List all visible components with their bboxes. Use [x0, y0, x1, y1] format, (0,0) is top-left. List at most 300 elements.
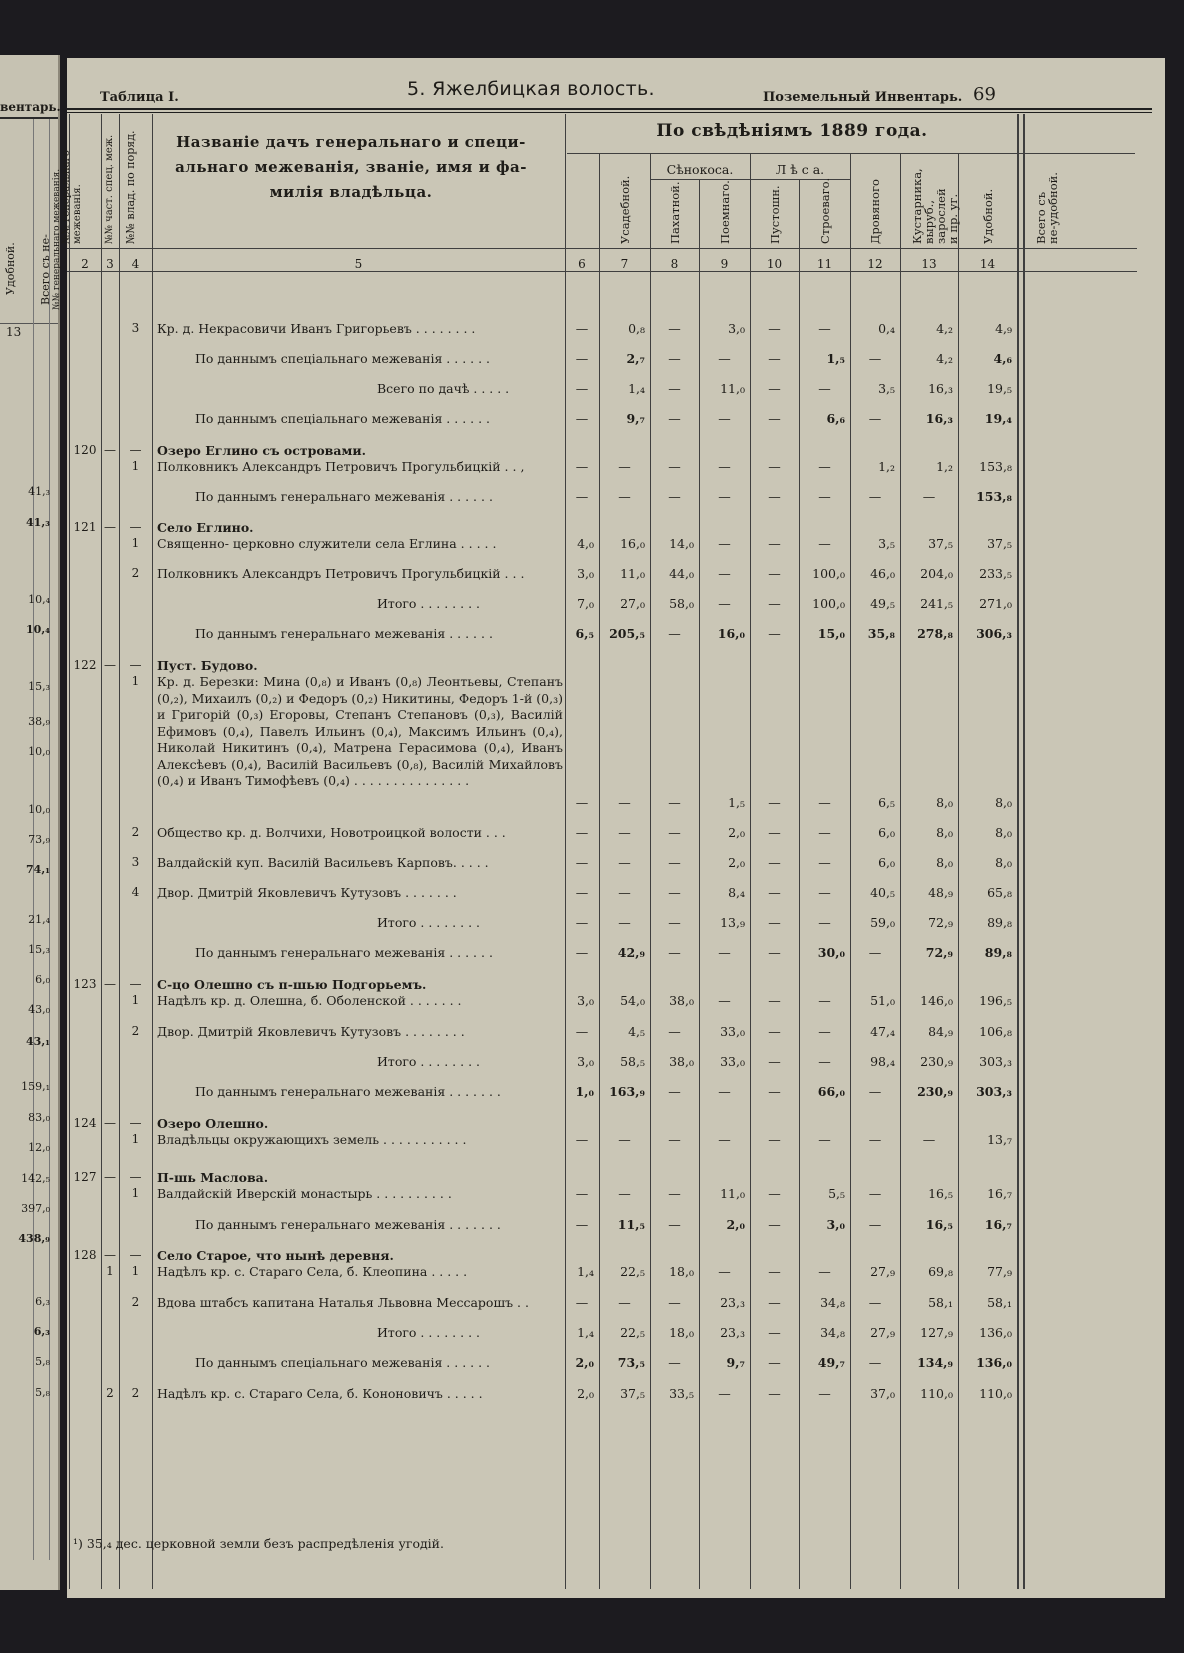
value-cell: 44,₀: [669, 566, 694, 581]
value-cell: —: [575, 321, 589, 336]
value-cell: —: [922, 1132, 936, 1147]
table-label: Таблица I.: [100, 90, 179, 105]
previous-page-value: 10,₄: [26, 623, 50, 636]
value-cell: —: [618, 1132, 631, 1147]
row-id: 1: [106, 1264, 114, 1278]
row-label: Надѣлъ кр. с. Стараго Села, б. Кононовичъ . . . . .: [157, 1386, 483, 1401]
value-cell: —: [868, 489, 882, 504]
value-cell: 58,₀: [669, 596, 694, 611]
column-number: 4: [131, 257, 140, 271]
value-cell: 22,₅: [620, 1325, 645, 1340]
value-cell: —: [768, 411, 781, 426]
col-header-8: Поемнаго.: [717, 180, 732, 244]
value-cell: 35,₈: [867, 626, 895, 641]
value-cell: 230,₉: [917, 1084, 953, 1099]
row-label: По даннымъ генеральнаго межеванія . . . . . . .: [195, 1084, 501, 1099]
value-cell: 136,₀: [979, 1325, 1012, 1340]
value-cell: 27,₉: [870, 1325, 895, 1340]
col-header-spec-survey: №№ част. спец. меж.: [104, 134, 115, 244]
value-cell: 3,₅: [878, 381, 895, 396]
value-cell: 127,₉: [920, 1325, 953, 1340]
header-rule: [67, 248, 1137, 249]
value-cell: —: [768, 825, 781, 840]
value-cell: 8,₀: [995, 825, 1012, 840]
value-cell: —: [668, 381, 681, 396]
column-number: 9: [720, 257, 729, 271]
column-number: 6: [578, 257, 586, 271]
page-title: 5. Яжелбицкая волость.: [407, 78, 655, 100]
row-id: 123: [73, 977, 97, 991]
row-id: 2: [131, 1386, 140, 1400]
value-cell: 38,₀: [669, 1054, 694, 1069]
value-cell: —: [668, 321, 681, 336]
previous-page-value: 43,₀: [28, 1003, 50, 1016]
value-cell: —: [718, 566, 731, 581]
row-label: Итого . . . . . . . .: [377, 915, 480, 930]
column-header-main: Названіе дачъ генеральнаго и специ-альнаго межеванія, званіе, имя и фа-милія владѣльца.: [175, 133, 527, 201]
value-cell: —: [668, 351, 681, 366]
row-id: 2: [131, 825, 140, 839]
value-cell: —: [618, 885, 631, 900]
value-cell: —: [768, 321, 781, 336]
column-number: 10: [766, 257, 783, 271]
column-number: 8: [670, 257, 679, 271]
row-id: —: [104, 520, 116, 534]
previous-page-value: 12,₀: [28, 1141, 50, 1154]
previous-page-value: 74,₁: [26, 863, 50, 876]
value-cell: —: [818, 1054, 831, 1069]
value-cell: 37,₅: [987, 536, 1012, 551]
value-cell: 2,₀: [728, 855, 745, 870]
value-cell: 8,₀: [995, 855, 1012, 870]
value-cell: —: [718, 411, 731, 426]
column-number-rule: [67, 271, 1137, 272]
value-cell: 65,₈: [987, 885, 1012, 900]
col-header-14: Всего съ не-удобной.: [1034, 172, 1060, 244]
row-id: 127: [73, 1170, 97, 1184]
value-cell: —: [818, 381, 831, 396]
value-cell: 51,₀: [870, 993, 895, 1008]
previous-page-value: 142,₅: [21, 1172, 50, 1185]
value-cell: 33,₀: [720, 1054, 745, 1069]
value-cell: 72,₉: [925, 945, 953, 960]
value-cell: 47,₄: [870, 1024, 895, 1039]
row-label: С-цо Олешно съ п-шью Подгорьемъ.: [157, 977, 427, 992]
row-label: Итого . . . . . . . .: [377, 1325, 480, 1340]
row-label: Кр. д. Березки: Мина (0,₈) и Иванъ (0,₈) Леонтьевы, Степанъ (0,₂), Михаилъ (0,₂) и Федоръ (0,₂) Никитины, Федоръ 1-й (0,₃) и Григорій (0,₃) Егоровы, Степанъ Степановъ (0,₃), Василій Ефимовъ (0,₄), Павелъ Ильинъ (0,₄), Максимъ Ильинъ (0,₄), Николай Никитинъ (0,₄), Матрена Герасимова (0,₄), Иванъ Алексѣевъ (0,₄), Василій Васильевъ (0,₈), Василій Михайловъ (0,₄) и Иванъ Тимофѣевъ (0,₄) . . . . . . . . . . . . . . .: [157, 674, 563, 788]
row-id: —: [129, 977, 142, 991]
value-cell: 89,₈: [984, 945, 1012, 960]
value-cell: 1,₀: [575, 1084, 594, 1099]
previous-page-value: 41,₃: [26, 516, 50, 529]
value-cell: —: [768, 536, 781, 551]
row-id: 121: [73, 520, 97, 534]
value-cell: —: [768, 1084, 781, 1099]
value-cell: —: [868, 1132, 882, 1147]
value-cell: 59,₀: [870, 915, 895, 930]
previous-page-col-header: №№ генеральнаго межеванія.: [52, 168, 62, 310]
previous-page-value: 21,₄: [28, 913, 50, 926]
previous-page-value: 6,₀: [35, 973, 50, 986]
col-header-7: Пахатной.: [667, 181, 682, 244]
row-label: П-шь Маслова.: [157, 1170, 269, 1185]
value-cell: —: [575, 885, 589, 900]
value-cell: —: [618, 825, 631, 840]
value-cell: 100,₀: [812, 566, 845, 581]
row-label: Общество кр. д. Волчихи, Новотроицкой волости . . .: [157, 825, 506, 840]
value-cell: 1,₂: [878, 459, 895, 474]
value-cell: —: [868, 1295, 882, 1310]
col-border: [152, 114, 153, 1589]
row-id: —: [104, 1116, 116, 1130]
value-cell: 16,₃: [928, 381, 953, 396]
row-id: 3: [131, 321, 140, 335]
value-cell: —: [668, 795, 681, 810]
row-id: 1: [131, 536, 140, 550]
previous-page-col-header: Всего съ не-: [39, 234, 52, 305]
previous-page-value: 397,₀: [21, 1202, 50, 1215]
previous-page-value: 10,₀: [28, 803, 50, 816]
value-cell: 2,₀: [577, 1386, 594, 1401]
row-label: Двор. Дмитрій Яковлевичъ Кутузовъ . . . . . . . .: [157, 1024, 465, 1039]
value-cell: —: [768, 1024, 781, 1039]
value-cell: 8,₀: [936, 855, 953, 870]
value-cell: —: [618, 489, 631, 504]
row-id: 1: [131, 1186, 140, 1200]
previous-page-value: 38,₉: [28, 715, 50, 728]
value-cell: —: [768, 1264, 781, 1279]
group-header-hay: Сѣнокоса.: [666, 162, 734, 177]
row-id: 1: [131, 1264, 140, 1278]
row-id: —: [104, 977, 116, 991]
row-label: Село Еглино.: [157, 520, 254, 535]
value-cell: 6,₀: [878, 855, 895, 870]
value-cell: —: [575, 945, 589, 960]
previous-page-value: 5,₈: [35, 1386, 50, 1399]
row-label: Валдайскій Иверскій монастырь . . . . . . . . . .: [157, 1186, 452, 1201]
value-cell: 18,₀: [669, 1325, 694, 1340]
row-label: Озеро Еглино съ островами.: [157, 443, 366, 458]
value-cell: —: [868, 1355, 882, 1370]
inventory-label: Поземельный Инвентарь.: [763, 90, 963, 105]
value-cell: 0,₄: [878, 321, 895, 336]
value-cell: 136,₀: [976, 1355, 1012, 1370]
column-number: 2: [81, 257, 89, 271]
value-cell: 49,₇: [817, 1355, 845, 1370]
value-cell: —: [575, 459, 589, 474]
value-cell: —: [868, 945, 882, 960]
value-cell: —: [768, 795, 781, 810]
value-cell: 146,₀: [920, 993, 953, 1008]
value-cell: 3,₀: [577, 566, 594, 581]
value-cell: 37,₅: [620, 1386, 645, 1401]
value-cell: 30,₀: [817, 945, 845, 960]
value-cell: 33,₀: [720, 1024, 745, 1039]
col-border: [599, 154, 600, 1589]
column-number: 14: [979, 257, 996, 271]
value-cell: —: [575, 489, 589, 504]
value-cell: 11,₅: [617, 1217, 645, 1232]
value-cell: —: [575, 1132, 589, 1147]
value-cell: 23,₃: [720, 1325, 745, 1340]
row-label: Священно- церковно служители села Еглина . . . . .: [157, 536, 497, 551]
value-cell: 3,₀: [577, 993, 594, 1008]
value-cell: —: [618, 1295, 631, 1310]
row-label: Озеро Олешно.: [157, 1116, 269, 1131]
row-id: 2: [131, 1295, 140, 1309]
row-id: 3: [131, 855, 140, 869]
row-label: По даннымъ генеральнаго межеванія . . . . . .: [195, 626, 493, 641]
value-cell: 8,₄: [728, 885, 745, 900]
value-cell: —: [668, 1295, 681, 1310]
value-cell: 3,₀: [728, 321, 745, 336]
value-cell: 6,₀: [878, 825, 895, 840]
value-cell: 16,₅: [925, 1217, 953, 1232]
col-header-12: Кустарника, выруб., зарослей и пр. уг.: [910, 168, 960, 244]
value-cell: —: [618, 915, 631, 930]
row-label: По даннымъ генеральнаго межеванія . . . . . . .: [195, 1217, 501, 1232]
value-cell: —: [668, 626, 681, 641]
value-cell: 1,₄: [577, 1264, 594, 1279]
previous-page-value: 73,₉: [28, 833, 50, 846]
value-cell: 2,₇: [626, 351, 645, 366]
value-cell: —: [668, 1132, 681, 1147]
value-cell: —: [868, 411, 882, 426]
row-id: —: [129, 1248, 142, 1262]
value-cell: —: [818, 915, 831, 930]
value-cell: 3,₀: [826, 1217, 845, 1232]
value-cell: 241,₅: [920, 596, 953, 611]
value-cell: 16,₃: [925, 411, 953, 426]
value-cell: —: [575, 351, 589, 366]
col-header-owner-number: №№ влад. по поряд.: [124, 130, 137, 244]
row-label: Двор. Дмитрій Яковлевичъ Кутузовъ . . . . . . .: [157, 885, 457, 900]
value-cell: 204,₀: [920, 566, 953, 581]
previous-page-value: 10,₀: [28, 745, 50, 758]
value-cell: 6,₆: [826, 411, 845, 426]
value-cell: 33,₅: [669, 1386, 694, 1401]
previous-page-value: 6,₃: [33, 1325, 50, 1338]
value-cell: 69,₈: [928, 1264, 953, 1279]
value-cell: 3,₀: [577, 1054, 594, 1069]
row-id: 1: [131, 674, 140, 688]
row-id: —: [129, 520, 142, 534]
value-cell: —: [575, 1186, 589, 1201]
value-cell: —: [575, 1217, 589, 1232]
value-cell: 13,₇: [987, 1132, 1012, 1147]
value-cell: —: [668, 885, 681, 900]
value-cell: —: [818, 489, 831, 504]
value-cell: 42,₉: [617, 945, 645, 960]
value-cell: —: [768, 1132, 781, 1147]
value-cell: —: [668, 855, 681, 870]
value-cell: 1,₅: [728, 795, 745, 810]
column-number: 11: [816, 257, 833, 271]
col-header-9: Пустошн.: [767, 185, 782, 244]
previous-page-value: 5,₈: [35, 1355, 50, 1368]
value-cell: —: [668, 1355, 681, 1370]
col-border: [650, 154, 651, 1589]
value-cell: —: [768, 626, 781, 641]
previous-page-value: 15,₃: [28, 680, 50, 693]
row-label: По даннымъ генеральнаго межеванія . . . . . .: [195, 945, 493, 960]
row-label: Полковникъ Александръ Петровичъ Прогульбицкій . . .: [157, 566, 525, 581]
row-id: 124: [73, 1116, 97, 1130]
value-cell: —: [768, 566, 781, 581]
value-cell: 77,₉: [987, 1264, 1012, 1279]
value-cell: 2,₀: [728, 825, 745, 840]
value-cell: 196,₅: [979, 993, 1012, 1008]
previous-page-value: 6,₃: [35, 1295, 50, 1308]
column-number: 5: [354, 257, 363, 271]
value-cell: 306,₃: [976, 626, 1012, 641]
value-cell: 6,₅: [575, 626, 594, 641]
value-cell: —: [768, 1355, 781, 1370]
value-cell: 4,₂: [936, 351, 953, 366]
value-cell: 11,₀: [720, 381, 745, 396]
row-label: Село Старое, что нынѣ деревня.: [157, 1248, 394, 1263]
value-cell: 58,₅: [620, 1054, 645, 1069]
value-cell: 16,₀: [620, 536, 645, 551]
value-cell: 4,₅: [628, 1024, 645, 1039]
value-cell: —: [768, 459, 781, 474]
row-id: —: [129, 658, 142, 672]
value-cell: 8,₀: [936, 825, 953, 840]
value-cell: 34,₈: [820, 1325, 845, 1340]
value-cell: —: [768, 885, 781, 900]
value-cell: —: [768, 351, 781, 366]
value-cell: —: [718, 459, 731, 474]
value-cell: 46,₀: [870, 566, 895, 581]
col-border: [69, 114, 70, 1589]
value-cell: 7,₀: [577, 596, 594, 611]
value-cell: 9,₇: [626, 411, 645, 426]
value-cell: —: [818, 1386, 831, 1401]
previous-page-value: 10,₄: [28, 593, 50, 606]
value-cell: —: [668, 945, 681, 960]
value-cell: —: [718, 1264, 731, 1279]
value-cell: 27,₀: [620, 596, 645, 611]
value-cell: 163,₉: [609, 1084, 645, 1099]
value-cell: —: [575, 855, 589, 870]
col-header-gen-survey: №№ генеральнаго межеванія.: [61, 150, 83, 244]
value-cell: —: [818, 1264, 831, 1279]
row-id: 4: [131, 885, 140, 899]
value-cell: 16,₇: [987, 1186, 1012, 1201]
row-label: Надѣлъ кр. с. Стараго Села, б. Клеопина . . . . .: [157, 1264, 468, 1279]
value-cell: —: [575, 915, 589, 930]
value-cell: 2,₀: [575, 1355, 594, 1370]
row-id: 2: [131, 1024, 140, 1038]
value-cell: —: [668, 1084, 681, 1099]
value-cell: 37,₅: [928, 536, 953, 551]
col-border: [1017, 114, 1019, 1589]
value-cell: 48,₉: [928, 885, 953, 900]
value-cell: —: [818, 1132, 831, 1147]
value-cell: —: [818, 993, 831, 1008]
row-id: 128: [73, 1248, 97, 1262]
value-cell: —: [768, 1325, 781, 1340]
value-cell: —: [575, 1295, 589, 1310]
value-cell: 84,₉: [928, 1024, 953, 1039]
column-number: 3: [106, 257, 114, 271]
row-id: 2: [131, 566, 140, 580]
row-label: Итого . . . . . . . .: [377, 596, 480, 611]
value-cell: —: [768, 993, 781, 1008]
value-cell: 2,₀: [726, 1217, 745, 1232]
row-label: По даннымъ спеціальнаго межеванія . . . . . .: [195, 1355, 491, 1370]
value-cell: 9,₇: [726, 1355, 745, 1370]
row-label: Всего по дачѣ . . . . .: [377, 381, 510, 396]
value-cell: 11,₀: [720, 1186, 745, 1201]
previous-page-value: 438,₉: [18, 1232, 50, 1245]
value-cell: 1,₄: [628, 381, 645, 396]
value-cell: 89,₈: [987, 915, 1012, 930]
previous-page-value: 159,₁: [21, 1080, 50, 1093]
value-cell: 110,₀: [920, 1386, 953, 1401]
value-cell: —: [818, 885, 831, 900]
footnote: ¹) 35,₄ дес. церковной земли безъ распредѣленія угодій.: [73, 1536, 444, 1551]
ledger-page: [61, 58, 1165, 1598]
value-cell: —: [768, 945, 781, 960]
value-cell: —: [718, 596, 731, 611]
value-cell: —: [618, 795, 631, 810]
value-cell: —: [718, 1132, 731, 1147]
value-cell: —: [868, 1217, 882, 1232]
value-cell: —: [618, 855, 631, 870]
value-cell: —: [668, 411, 681, 426]
row-label: Вдова штабсъ капитана Наталья Львовна Мессарошъ . .: [157, 1295, 529, 1310]
previous-page-value: 43,₁: [26, 1035, 50, 1048]
col-border: [850, 154, 851, 1589]
value-cell: —: [618, 1186, 631, 1201]
value-cell: 19,₄: [984, 411, 1012, 426]
value-cell: —: [668, 489, 681, 504]
previous-page-header: вентарь.: [0, 100, 61, 114]
value-cell: —: [818, 855, 831, 870]
row-id: —: [104, 658, 116, 672]
previous-page-col-number: 13: [6, 325, 22, 339]
value-cell: 303,₃: [976, 1084, 1012, 1099]
row-label: По даннымъ генеральнаго межеванія . . . . . .: [195, 489, 493, 504]
col-border: [750, 154, 751, 1589]
value-cell: 58,₁: [987, 1295, 1012, 1310]
group-header-forest: Л ѣ с а.: [775, 162, 825, 177]
value-cell: 72,₉: [928, 915, 953, 930]
row-id: 1: [131, 993, 140, 1007]
column-header-1889: По свѣдѣніямъ 1889 года.: [656, 121, 928, 141]
value-cell: —: [818, 1024, 831, 1039]
value-cell: 6,₅: [878, 795, 895, 810]
previous-page-value: 41,₃: [28, 485, 50, 498]
value-cell: —: [768, 1295, 781, 1310]
row-id: —: [129, 1116, 142, 1130]
value-cell: —: [768, 1386, 781, 1401]
column-number: 7: [620, 257, 629, 271]
top-rule: [67, 108, 1152, 110]
row-label: Пуст. Будово.: [157, 658, 258, 673]
col-header-10: Строеваго.: [817, 177, 832, 244]
col-border: [119, 114, 120, 1589]
value-cell: —: [818, 321, 831, 336]
value-cell: 23,₃: [720, 1295, 745, 1310]
row-label: Полковникъ Александръ Петровичъ Прогульбицкій . . ,: [157, 459, 525, 474]
value-cell: 18,₀: [669, 1264, 694, 1279]
value-cell: 22,₅: [620, 1264, 645, 1279]
col-border: [900, 154, 901, 1589]
value-cell: —: [668, 1024, 681, 1039]
value-cell: —: [818, 459, 831, 474]
